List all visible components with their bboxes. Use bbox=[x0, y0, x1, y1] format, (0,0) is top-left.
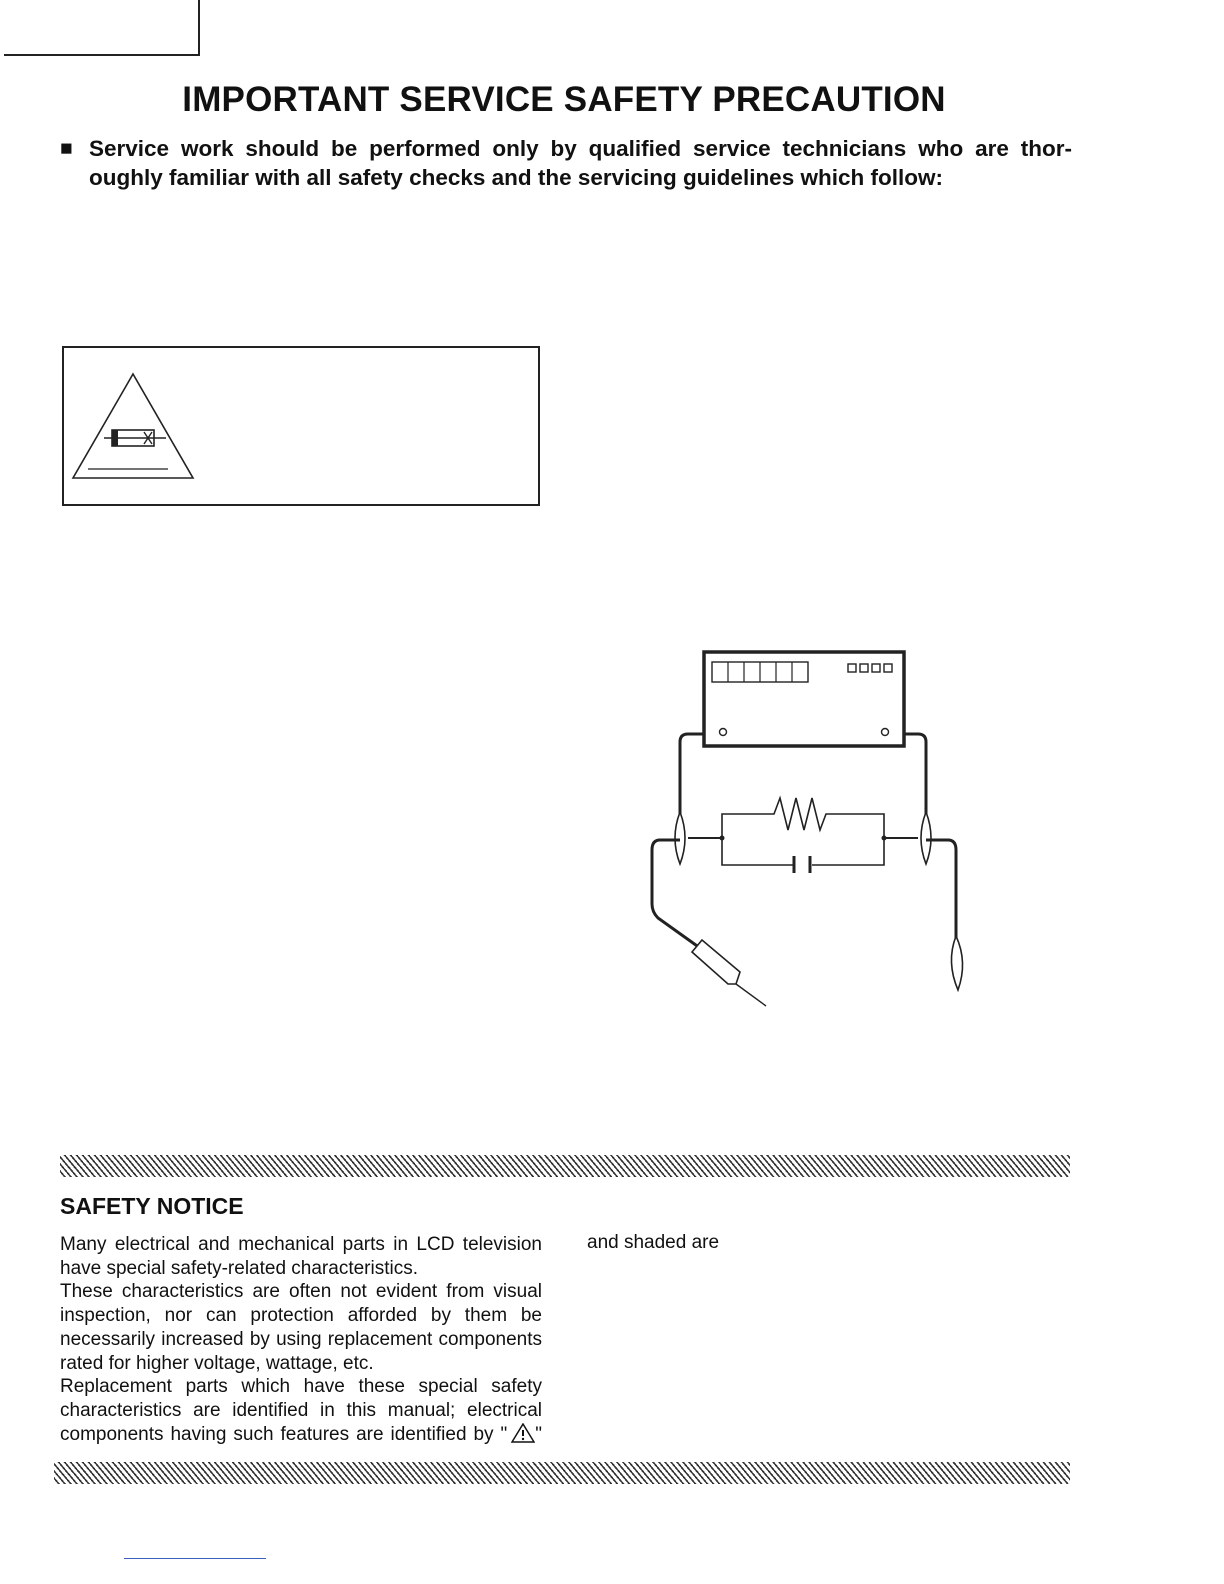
square-bullet-icon: ■ bbox=[60, 137, 73, 160]
hatched-divider-bottom bbox=[54, 1462, 1070, 1484]
page-corner-tab bbox=[4, 0, 200, 56]
hatched-divider-top bbox=[60, 1155, 1070, 1177]
safety-notice-heading: SAFETY NOTICE bbox=[60, 1193, 244, 1219]
fuse-warning-label-icon bbox=[64, 348, 542, 508]
warning-triangle-icon bbox=[511, 1423, 535, 1450]
safety-notice-paragraph-3-end: " bbox=[535, 1423, 542, 1445]
safety-notice-paragraph-2: These characteristics are often not evident from visual inspection, nor can protection afforded by them be necessarily increased by using replacement components rated for higher voltage, wattage, etc. bbox=[60, 1281, 542, 1374]
ac-voltmeter-icon bbox=[704, 652, 904, 746]
resistor-icon bbox=[722, 798, 884, 838]
intro-paragraph bbox=[60, 134, 1072, 192]
safety-notice-column-1 bbox=[60, 1233, 542, 1449]
ground-clip-icon bbox=[951, 936, 962, 990]
footer-link-underline bbox=[124, 1558, 266, 1559]
capacitor-icon bbox=[722, 838, 884, 873]
safety-notice-column-2: and shaded are bbox=[587, 1232, 720, 1253]
fuse-label-box bbox=[62, 346, 540, 506]
safety-notice-paragraph-3-text: Replacement parts which have these special safety characteristics are identified in this manual; electrical components having such features are identified by " bbox=[60, 1376, 542, 1445]
safety-notice-paragraph-3 bbox=[60, 1375, 542, 1449]
test-probe-icon bbox=[692, 940, 766, 1006]
page-title: IMPORTANT SERVICE SAFETY PRECAUTION bbox=[182, 80, 946, 119]
safety-notice-paragraph-1: Many electrical and mechanical parts in LCD television have special safety-related characteristics. bbox=[60, 1234, 542, 1279]
leakage-test-circuit-diagram bbox=[630, 640, 990, 1010]
intro-text: Service work should be performed only by qualified service technicians who are thor-oughly familiar with all safety checks and the servicing guidelines which follow: bbox=[89, 136, 1072, 190]
